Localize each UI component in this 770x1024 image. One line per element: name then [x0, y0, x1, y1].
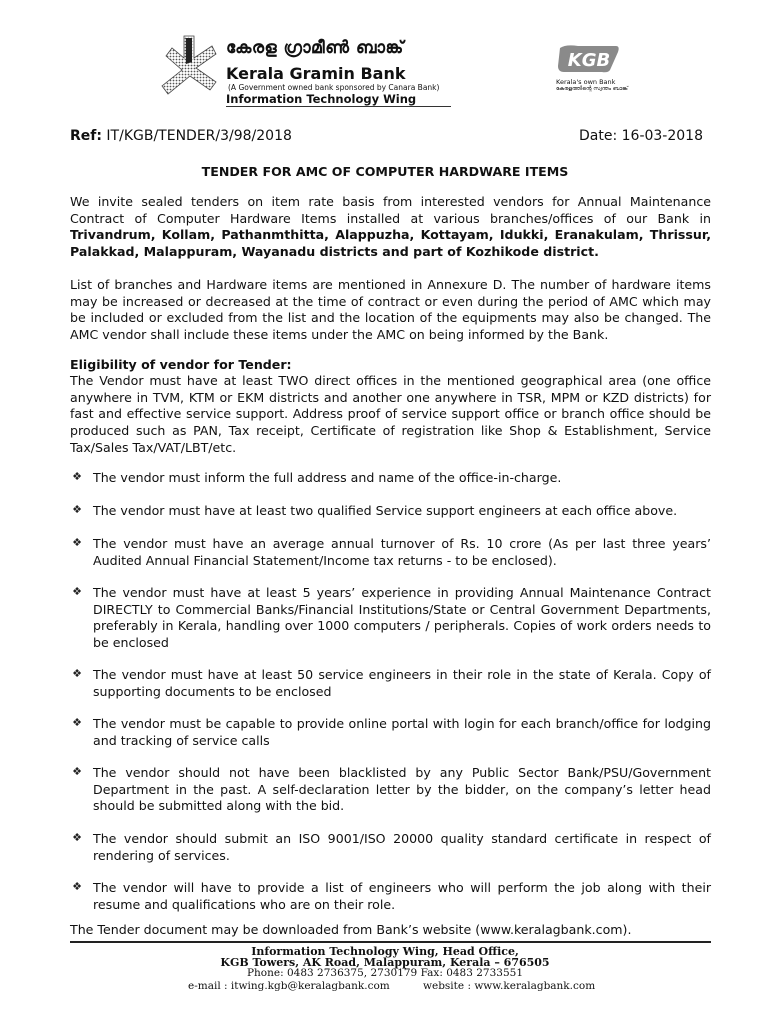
closing-note: The Tender document may be downloaded from Bank’s website (www.keralagbank.com).	[70, 922, 632, 937]
footer-address: KGB Towers, AK Road, Malappuram, Kerala – 676505	[220, 956, 550, 969]
reference-value: IT/KGB/TENDER/3/98/2018	[106, 128, 292, 144]
footer-website: website : www.keralagbank.com	[423, 980, 596, 992]
hardware-list-paragraph: List of branches and Hardware items are mentioned in Annexure D. The number of hardware items may be increased or decreased at the time of contract or even during the period of AMC which may be included or excluded from the list and the location of the equipments may also be changed. The AMC vendor shall include these items under the AMC on being informed by the Bank.	[70, 277, 711, 343]
kerala-gramin-bank-logo-icon	[160, 34, 220, 96]
invitation-districts: Trivandrum, Kollam, Pathanmthitta, Alappuzha, Kottayam, Idukki, Eranakulam, Thrissur, Palakkad, Malappuram, Wayanadu districts and part of Kozhikode district.	[70, 227, 711, 260]
invitation-text: We invite sealed tenders on item rate basis from interested vendors for Annual Maintenance Contract of Computer Hardware Items installed at various branches/offices of our Bank in	[70, 194, 711, 226]
document-title: TENDER FOR AMC OF COMPUTER HARDWARE ITEMS	[201, 164, 569, 179]
kgb-logo-text: KGB	[567, 50, 611, 71]
eligibility-paragraph: The Vendor must have at least TWO direct offices in the mentioned geographical area (one office anywhere in TVM, KTM or EKM districts and another one anywhere in TSR, MPM or KZD districts) for fast and effective service support. Address proof of service support office or branch office should be produced such as PAN, Tax receipt, Certificate of registration like Shop & Establishment, Service Tax/Sales Tax/VAT/LBT/etc.	[70, 373, 711, 455]
document-date: Date: 16-03-2018	[579, 128, 703, 144]
kgb-tagline-english: Kerala's own Bank	[556, 78, 616, 86]
bullet-diamond-icon: ❖	[72, 667, 82, 680]
bullet-diamond-icon: ❖	[72, 503, 82, 516]
bullet-diamond-icon: ❖	[72, 765, 82, 778]
bank-name-malayalam: കേരള ഗ്രാമീൺ ബാങ്ക്	[226, 38, 404, 58]
bullet-text: The vendor must inform the full address and name of the office-in-charge.	[93, 470, 562, 485]
letterhead	[160, 30, 720, 110]
reference-label: Ref:	[70, 128, 102, 144]
footer-office: Information Technology Wing, Head Office,	[251, 945, 519, 958]
bullet-text: The vendor must have at least two qualified Service support engineers at each office above.	[93, 503, 678, 518]
footer-phone-fax: Phone: 0483 2736375, 2730179 Fax: 0483 2733551	[246, 967, 524, 979]
header-divider	[226, 106, 451, 107]
bullet-diamond-icon: ❖	[72, 470, 82, 483]
footer-divider	[70, 941, 711, 943]
bullet-diamond-icon: ❖	[72, 536, 82, 549]
invitation-paragraph	[70, 194, 711, 261]
bullet-text: The vendor should submit an ISO 9001/ISO 20000 quality standard certificate in respect of rendering of services.	[93, 831, 711, 863]
bullet-text: The vendor must have at least 5 years’ experience in providing Annual Maintenance Contract DIRECTLY to Commercial Banks/Financial Institutions/State or Central Government Departments, preferably in Kerala, handling over 1000 computers / peripherals. Copies of work orders needs to be enclosed	[93, 585, 711, 651]
bullet-diamond-icon: ❖	[72, 716, 82, 729]
bullet-text: The vendor will have to provide a list of engineers who will perform the job along with their resume and qualifications who are on their role.	[93, 880, 711, 912]
footer-email: e-mail : itwing.kgb@keralagbank.com	[188, 980, 390, 992]
sponsor-note: (A Government owned bank sponsored by Canara Bank)	[228, 83, 440, 92]
bullet-text: The vendor must have at least 50 service engineers in their role in the state of Kerala. Copy of supporting documents to be enclosed	[93, 667, 711, 699]
wing-name: Information Technology Wing	[226, 92, 417, 106]
eligibility-heading: Eligibility of vendor for Tender:	[70, 357, 292, 372]
kgb-tagline-malayalam: കേരളത്തിന്റെ സ്വന്തം ബാങ്ക്	[556, 86, 628, 92]
bullet-diamond-icon: ❖	[72, 831, 82, 844]
bank-name-english: Kerala Gramin Bank	[226, 64, 406, 83]
bullet-text: The vendor must have an average annual turnover of Rs. 10 crore (As per last three years’ Audited Annual Financial Statement/Income tax returns - to be enclosed).	[93, 536, 711, 568]
bullet-diamond-icon: ❖	[72, 585, 82, 598]
bullet-text: The vendor should not have been blacklisted by any Public Sector Bank/PSU/Government Department in the past. A self-declaration letter by the bidder, on the company’s letter head should be submitted along with the bid.	[93, 765, 711, 814]
bullet-diamond-icon: ❖	[72, 880, 82, 893]
kgb-logo-icon	[556, 44, 622, 74]
bullet-text: The vendor must be capable to provide online portal with login for each branch/office for lodging and tracking of service calls	[93, 716, 711, 748]
reference-number	[70, 128, 292, 144]
